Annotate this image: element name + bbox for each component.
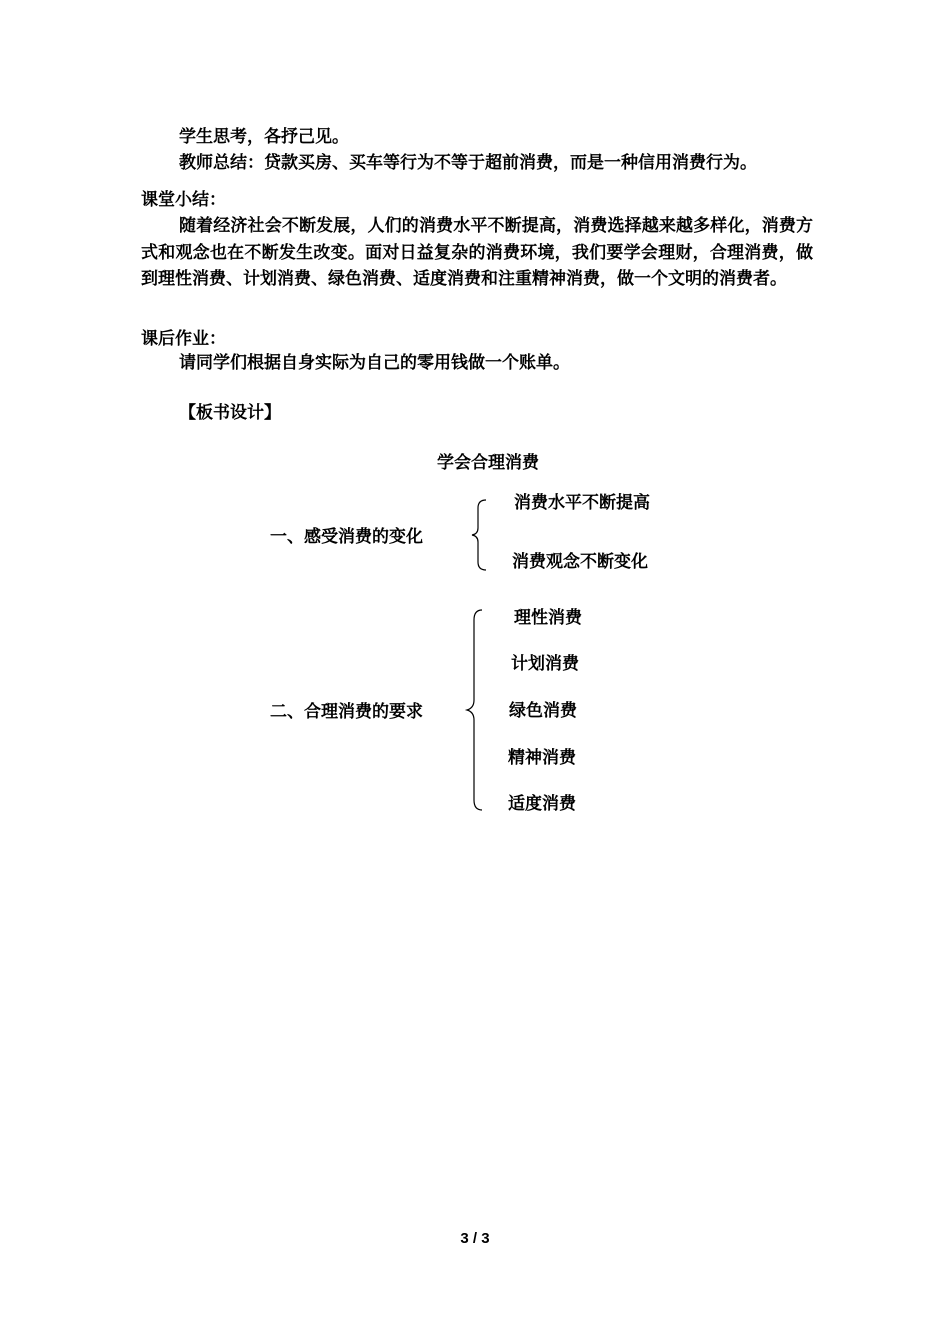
brace-section1 <box>468 498 492 572</box>
board-section1-item: 消费水平不断提高 <box>514 493 650 513</box>
homework-heading: 课后作业： <box>141 329 226 349</box>
board-section1-label: 一、感受消费的变化 <box>270 527 423 547</box>
board-section2-item: 理性消费 <box>514 608 582 628</box>
board-section2-item: 精神消费 <box>508 748 576 768</box>
board-section2-item: 适度消费 <box>508 794 576 814</box>
board-section1-item: 消费观念不断变化 <box>512 552 648 572</box>
class-summary-heading: 课堂小结： <box>141 190 226 210</box>
board-title: 学会合理消费 <box>437 453 539 473</box>
line-student-think: 学生思考，各抒己见。 <box>179 127 349 147</box>
page-number: 3 / 3 <box>460 1230 490 1247</box>
line-teacher-summary: 教师总结：贷款买房、买车等行为不等于超前消费，而是一种信用消费行为。 <box>179 153 757 173</box>
class-summary-paragraph: 随着经济社会不断发展，人们的消费水平不断提高，消费选择越来越多样化，消费方式和观念也在不断发生改变。面对日益复杂的消费环境，我们要学会理财，合理消费，做到理性消费、计划消费、绿色消费、适度消费和注重精神消费，做一个文明的消费者。 <box>141 216 813 289</box>
brace-section2 <box>462 608 488 812</box>
board-section2-item: 计划消费 <box>511 654 579 674</box>
board-section2-item: 绿色消费 <box>509 701 577 721</box>
board-design-heading: 【板书设计】 <box>179 403 281 423</box>
board-section2-label: 二、合理消费的要求 <box>270 702 423 722</box>
homework-text: 请同学们根据自身实际为自己的零用钱做一个账单。 <box>179 353 570 373</box>
